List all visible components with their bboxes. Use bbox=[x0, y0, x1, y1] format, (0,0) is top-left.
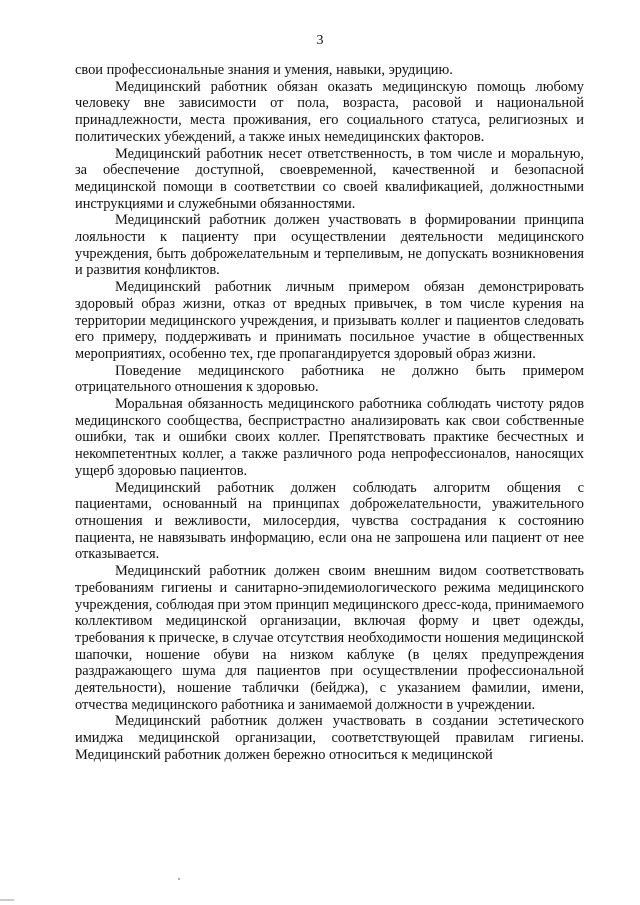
paragraph-responsibility: Медицинский работник несет ответственность, в том числе и моральную, за обеспечение доступной, своевременной, качественной и безопасной медицинской помощи в соответствии со своей квалификацией, должностными инструкциями и служебными обязанностями. bbox=[75, 145, 584, 212]
paragraph-equal-care: Медицинский работник обязан оказать медицинскую помощь любому человеку вне зависимости от пола, возраста, расовой и национальной принадлежности, места проживания, его социального статуса, религиозных и политических убеждений, а также иных немедицинских факторов. bbox=[75, 78, 584, 145]
paragraph-image: Медицинский работник должен участвовать в создании эстетического имиджа медицинской организации, соответствующей правилам гигиены. Медицинский работник должен бережно относиться к медицинской bbox=[75, 713, 584, 763]
scan-dot bbox=[178, 878, 180, 880]
paragraph-appearance: Медицинский работник должен своим внешним видом соответствовать требованиям гигиены и санитарно-эпидемиологического режима медицинского учреждения, соблюдая при этом принцип медицинского дресс-кода, принимаемого коллективом медицинской организации, включая форму и цвет одежды, требования к прическе, в случае отсутствия необходимости ношения медицинской шапочки, ношение обуви на низком каблуке (в целях предупреждения раздражающего шума для пациентов при осуществлении профессиональной деятельности), ношение таблички (бейджа), с указанием фамилии, имени, отчества медицинского работника и занимаемой должности в учреждении. bbox=[75, 563, 584, 713]
paragraph-moral-duty: Моральная обязанность медицинского работника соблюдать чистоту рядов медицинского сообщества, беспристрастно анализировать как свои собственные ошибки, так и ошибки своих коллег. Препятствовать практике бесчестных и некомпетентных коллег, а также различного рода непрофессионалов, наносящих ущерб здоровью пациентов. bbox=[75, 396, 584, 479]
paragraph-loyalty: Медицинский работник должен участвовать в формировании принципа лояльности к пациенту при осуществлении деятельности медицинского учреждения, быть доброжелательным и терпеливым, не допускать возникновения и развития конфликтов. bbox=[75, 212, 584, 279]
document-body bbox=[75, 62, 584, 764]
paragraph-communication: Медицинский работник должен соблюдать алгоритм общения с пациентами, основанный на принципах доброжелательности, уважительного отношения и вежливости, милосердия, чувства сострадания к состоянию пациента, не навязывать информацию, если она не запрошена или пациент от нее отказывается. bbox=[75, 479, 584, 563]
page-number: 3 bbox=[316, 33, 324, 48]
paragraph-behavior: Поведение медицинского работника не должно быть примером отрицательного отношения к здоровью. bbox=[75, 362, 584, 396]
scan-corner-mark bbox=[0, 899, 14, 901]
paragraph-healthy-lifestyle: Медицинский работник личным примером обязан демонстрировать здоровый образ жизни, отказ от вредных привычек, в том числе курения на территории медицинского учреждения, и призывать коллег и пациентов следовать его примеру, поддерживать и принимать посильное участие в общественных мероприятиях, особенно тех, где пропагандируется здоровый образ жизни. bbox=[75, 279, 584, 362]
paragraph-continuation: свои профессиональные знания и умения, навыки, эрудицию. bbox=[75, 62, 453, 78]
